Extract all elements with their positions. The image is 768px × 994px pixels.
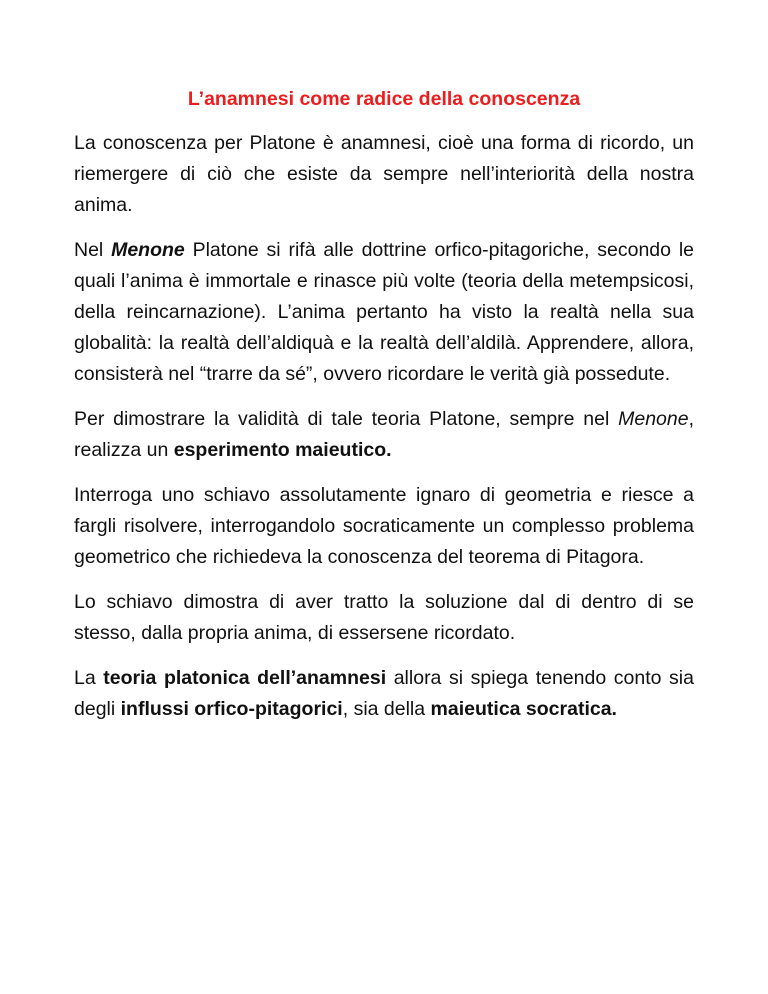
paragraph-6-middle-1: allora si spiega tenendo conto sia degli <box>74 667 694 720</box>
paragraph-3 <box>74 404 694 466</box>
paragraph-5-text: Lo schiavo dimostra di aver tratto la soluzione dal di dentro di se stesso, dalla propria anima, di essersene ricordato. <box>74 591 694 644</box>
paragraph-5 <box>74 587 694 649</box>
paragraph-2-rest: Platone si rifà alle dottrine orfico-pitagoriche, secondo le quali l’anima è immortale e rinasce più volte (teoria della metempsicosi, della reincarnazione). L’anima pertanto ha visto la realtà nella sua globalità: la realtà dell’aldiquà e la realtà dell’aldilà. Apprendere, allora, consisterà nel “trarre da sé”, ovvero ricordare le verità già possedute. <box>74 239 694 385</box>
paragraph-1-text: La conoscenza per Platone è anamnesi, cioè una forma di ricordo, un riemergere di ciò che esiste da sempre nell’interiorità della nostra anima. <box>74 132 694 216</box>
menone-emphasis: Menone <box>111 239 185 261</box>
maieutica-bold: maieutica socratica. <box>430 698 617 720</box>
paragraph-4 <box>74 480 694 573</box>
paragraph-1 <box>74 128 694 221</box>
paragraph-2 <box>74 235 694 390</box>
paragraph-3-middle: , realizza un <box>74 408 694 461</box>
paragraph-3-prefix: Per dimostrare la validità di tale teoria Platone, sempre nel <box>74 408 619 430</box>
paragraph-6-middle-2: , sia della <box>342 698 431 720</box>
paragraph-4-text: Interroga uno schiavo assolutamente ignaro di geometria e riesce a fargli risolvere, interrogandolo socraticamente un complesso problema geometrico che richiedeva la conoscenza del teorema di Pitagora. <box>74 484 694 568</box>
paragraph-2-prefix: Nel <box>74 239 112 261</box>
document-title: L’anamnesi come radice della conoscenza <box>187 88 581 110</box>
menone-italic: Menone <box>618 408 689 430</box>
teoria-platonica-bold: teoria platonica dell’anamnesi <box>103 667 387 689</box>
paragraph-6 <box>74 663 694 725</box>
paragraph-6-prefix: La <box>74 667 104 689</box>
esperimento-maieutico-bold: esperimento maieutico. <box>173 439 392 461</box>
influssi-bold: influssi orfico-pitagorici <box>120 698 343 720</box>
document-page <box>74 84 694 739</box>
